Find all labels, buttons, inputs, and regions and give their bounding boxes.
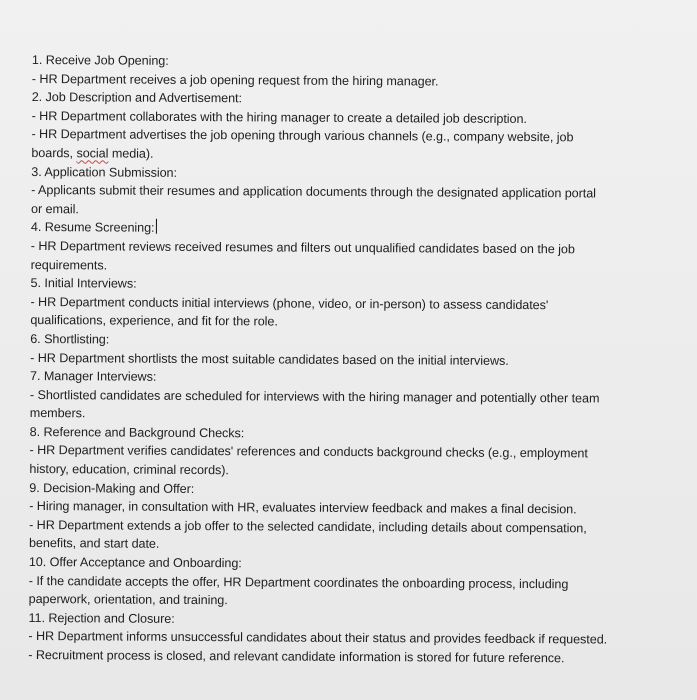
step-line: - HR Department receives a job opening request from the hiring manager.	[31, 71, 439, 89]
step-line: paperwork, orientation, and training.	[28, 592, 228, 608]
step-line: - HR Department shortlists the most suitable candidates based on the initial interviews.	[30, 350, 509, 368]
step-line: - Applicants submit their resumes and application documents through the designated application portal	[31, 183, 596, 201]
step-line: - Shortlisted candidates are scheduled for interviews with the hiring manager and potentially other team	[29, 387, 600, 406]
step-line: - Recruitment process is closed, and relevant candidate information is stored for future reference.	[28, 647, 565, 666]
step-heading: 6. Shortlisting:	[30, 331, 110, 347]
step-line: requirements.	[30, 257, 108, 272]
step-heading: 11. Rejection and Closure:	[28, 610, 175, 626]
step-heading: 5. Initial Interviews:	[30, 276, 137, 291]
step-line: - HR Department informs unsuccessful candidates about their status and provides feedback if requested.	[28, 629, 608, 647]
step-line: - Hiring manager, in consultation with HR, evaluates interview feedback and makes a final decision.	[29, 499, 577, 517]
step-heading: 7. Manager Interviews:	[29, 369, 157, 384]
spellcheck-flagged-word[interactable]: social	[76, 146, 109, 161]
text-body[interactable]	[28, 51, 687, 669]
step-heading: 1. Receive Job Opening:	[31, 52, 169, 68]
step-heading: 10. Offer Acceptance and Onboarding:	[28, 555, 242, 571]
step-line: - HR Department conducts initial interviews (phone, video, or in-person) to assess candidates'	[30, 294, 549, 312]
text-cursor	[155, 219, 156, 234]
continuation-prefix: boards,	[31, 145, 77, 161]
step-line: qualifications, experience, and fit for the role.	[30, 313, 278, 329]
step-line: - HR Department extends a job offer to the selected candidate, including details about compensation,	[29, 517, 587, 536]
step-heading: 2. Job Description and Advertisement:	[31, 90, 243, 106]
step-line: - HR Department verifies candidates' references and conducts background checks (e.g., employment	[29, 443, 588, 461]
step-line: - If the candidate accepts the offer, HR Department coordinates the onboarding process, including	[28, 573, 569, 591]
step-heading: 8. Reference and Background Checks:	[29, 424, 245, 441]
step-heading: 4. Resume Screening:	[30, 220, 155, 236]
continuation-suffix: media).	[108, 146, 154, 161]
step-line: history, education, criminal records).	[29, 462, 229, 478]
step-line: - HR Department advertises the job opening through various channels (e.g., company website, job	[31, 127, 574, 145]
step-heading: 9. Decision-Making and Offer:	[29, 480, 195, 496]
step-line: - HR Department collaborates with the hiring manager to create a detailed job description.	[31, 108, 527, 126]
step-line: members.	[29, 406, 86, 421]
step-line: or email.	[30, 201, 79, 217]
step-line: - HR Department reviews received resumes and filters out unqualified candidates based on the job	[30, 238, 575, 257]
step-line: benefits, and start date.	[28, 536, 160, 552]
step-heading: 3. Application Submission:	[31, 164, 178, 180]
